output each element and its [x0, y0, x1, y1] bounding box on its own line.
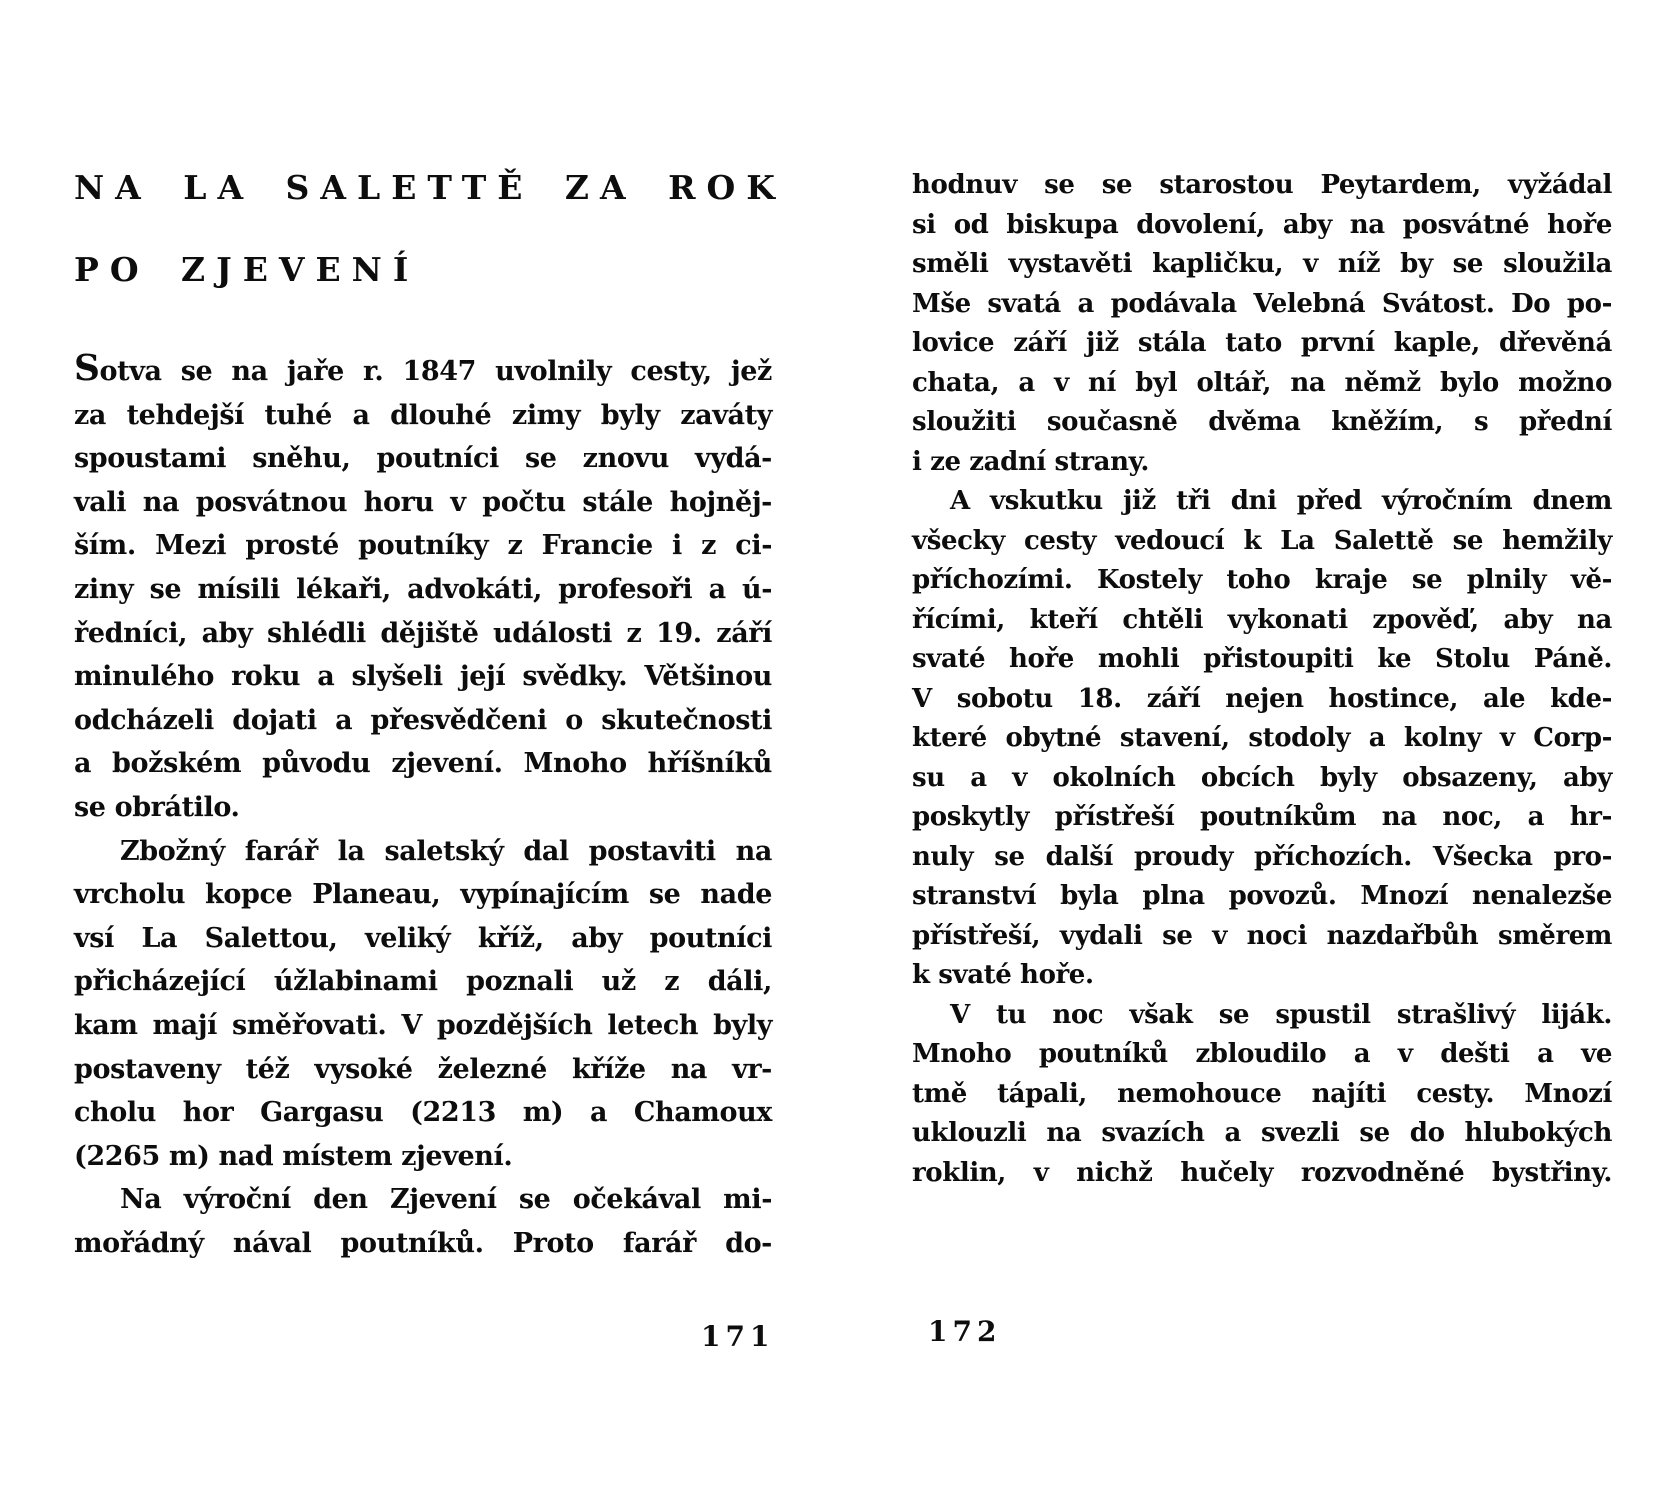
text-line: které obytné stavení, stodoly a kolny v Corp-	[912, 723, 1612, 753]
page-number-left: 171	[701, 1320, 775, 1353]
text-line: k svaté hoře.	[912, 960, 1094, 990]
text-line: vrcholu kopce Planeau, vypínajícím se nade	[74, 879, 772, 911]
left-page-body	[74, 347, 772, 1265]
text-line: chata, a v ní byl oltář, na němž bylo možno	[912, 367, 1612, 398]
text-line: vali na posvátnou horu v počtu stále hojněj-	[74, 486, 772, 518]
text-line: poskytly přístřeší poutníkům na noc, a hr-	[912, 802, 1612, 832]
right-page-body	[912, 166, 1612, 1193]
text-line: Mše svatá a podávala Velebná Svátost. Do po-	[912, 288, 1612, 319]
text-line: (2265 m) nad místem zjevení.	[74, 1140, 513, 1172]
text-line: spoustami sněhu, poutníci se znovu vydá-	[74, 443, 772, 475]
left-page	[74, 168, 786, 1265]
text-line: hodnuv se se starostou Peytardem, vyžádal	[912, 170, 1612, 200]
text-line: si od biskupa dovolení, aby na posvátné hoře	[912, 209, 1612, 240]
text-line: Na výroční den Zjevení se očekával mi-	[120, 1184, 772, 1216]
text-line: ředníci, aby shlédli dějiště události z 19. září	[74, 617, 772, 649]
text-line: ším. Mezi prosté poutníky z Francie i z ci-	[74, 530, 772, 562]
text-line: řícími, kteří chtěli vykonati zpověď, aby na	[912, 604, 1612, 635]
text-line: vsí La Salettou, veliký kříž, aby poutníci	[74, 922, 772, 954]
text-line: přístřeší, vydali se v noci nazdařbůh směrem	[912, 920, 1612, 951]
text-line: V sobotu 18. září nejen hostince, ale kde-	[912, 683, 1612, 714]
text-line: přicházející úžlabinami poznali už z dáli,	[74, 966, 772, 998]
text-line: svaté hoře mohli přistoupiti ke Stolu Páně.	[912, 644, 1612, 674]
text-line: A vskutku již tři dni před výročním dnem	[950, 486, 1612, 516]
text-line: se obrátilo.	[74, 791, 240, 823]
text-line: a božském původu zjevení. Mnoho hříšníků	[74, 748, 772, 780]
text-line: Mnoho poutníků zbloudilo a v dešti a ve	[912, 1039, 1612, 1069]
text-line: stranství byla plna povozů. Mnozí nenalezše	[912, 881, 1612, 911]
text-line: nuly se další proudy příchozích. Všecka pro-	[912, 841, 1612, 872]
text-line: Sotva se na jaře r. 1847 uvolnily cesty, jež	[74, 347, 772, 389]
text-line: postaveny též vysoké železné kříže na vr-	[74, 1053, 772, 1085]
text-line: tmě tápali, nemohouce najíti cesty. Mnozí	[912, 1078, 1612, 1109]
text-line: uklouzli na svazích a svezli se do hlubokých	[912, 1118, 1612, 1148]
text-line: i ze zadní strany.	[912, 446, 1149, 477]
text-line: mořádný nával poutníků. Proto farář do-	[74, 1227, 772, 1259]
chapter-title-line-2: PO ZJEVENÍ	[74, 250, 420, 289]
chapter-title-line-1: NA LA SALETTĚ ZA ROK	[74, 168, 786, 207]
page-number-right: 172	[928, 1315, 1002, 1348]
text-line: cholu hor Gargasu (2213 m) a Chamoux	[74, 1097, 772, 1129]
text-line: odcházeli dojati a přesvědčeni o skutečnosti	[74, 704, 772, 736]
text-line: roklin, v nichž hučely rozvodněné bystřiny.	[912, 1157, 1612, 1188]
text-line: Zbožný farář la saletský dal postaviti na	[120, 835, 772, 867]
enlarged-initial-letter: S	[74, 347, 100, 389]
text-line: minulého roku a slyšeli její svědky. Většinou	[74, 661, 772, 693]
text-line: příchozími. Kostely toho kraje se plnily vě-	[912, 565, 1612, 595]
text-line: všecky cesty vedoucí k La Salettě se hemžily	[912, 525, 1612, 556]
text-line: sloužiti současně dvěma kněžím, s přední	[912, 407, 1612, 437]
text-line: su a v okolních obcích byly obsazeny, aby	[912, 762, 1612, 793]
text-line: kam mají směřovati. V pozdějších letech byly	[74, 1009, 772, 1041]
text-line: lovice září již stála tato první kaple, dřevěná	[912, 328, 1612, 358]
text-line: ziny se mísili lékaři, advokáti, profesoři a ú-	[74, 573, 772, 605]
text-line: směli vystavěti kapličku, v níž by se sloužila	[912, 249, 1612, 279]
text-line: V tu noc však se spustil strašlivý liják.	[950, 999, 1612, 1030]
text-line: za tehdejší tuhé a dlouhé zimy byly zaváty	[74, 399, 772, 431]
right-page	[912, 166, 1612, 1193]
